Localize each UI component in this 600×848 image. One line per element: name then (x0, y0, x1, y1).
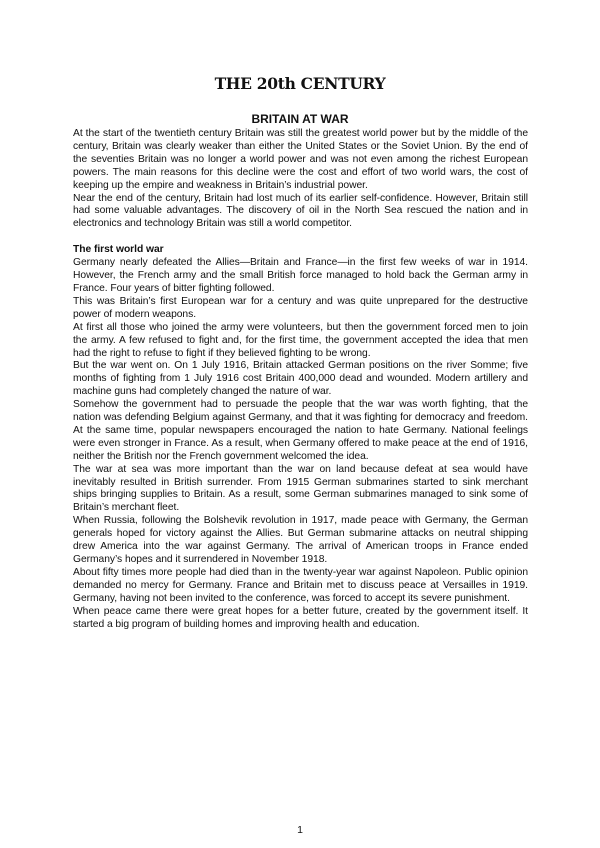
paragraph: When Russia, following the Bolshevik revolution in 1917, made peace with Germany, the German generals hoped for victory against the Allies. But German submarine attacks on neutral shipping drew America into the war against Germany. The arrival of American troops in France ended Germany’s hopes and it surrendered in November 1918. (73, 515, 528, 565)
paragraph: The war at sea was more important than the war on land because defeat at sea would have inevitably resulted in British surrender. From 1915 German submarines started to sink merchant ships bringing supplies to Britain. As a result, some German submarines managed to sink some of Britain’s merchant fleet. (73, 463, 528, 514)
paragraph: Somehow the government had to persuade the people that the war was worth fighting, that the nation was defending Belgium against Germany, and that it was fighting for democracy and freedom. At the same time, popular newspapers encouraged the nation to hate Germany. National feelings were even stronger in France. As a result, when Germany offered to make peace at the end of 1916, neither the British nor the French government welcomed the idea. (73, 399, 528, 462)
paragraph: At first all those who joined the army were volunteers, but then the government forced men to join the army. A few refused to fight and, for the first time, the government accepted the idea that men had the right to refuse to fight if they believed fighting to be wrong. (73, 321, 528, 359)
section-title: BRITAIN AT WAR (251, 112, 349, 126)
page-title: THE 20th CENTURY (214, 74, 386, 93)
page-number: 1 (297, 824, 303, 836)
paragraph: About fifty times more people had died than in the twenty-year war against Napoleon. Public opinion demanded no mercy for Germany. France and Britain met to discuss peace at Versailles in 1919. Germany, having not been invited to the conference, was forced to accept its severe punishment. (73, 566, 528, 604)
paragraph: This was Britain’s first European war for a century and was quite unprepared for the destructive power of modern weapons. (73, 295, 528, 320)
paragraph: When peace came there were great hopes for a better future, created by the government itself. It started a big program of building homes and improving health and education. (73, 605, 528, 630)
paragraph: Germany nearly defeated the Allies—Britain and France—in the first few weeks of war in 1914. However, the French army and the small British force managed to hold back the German army in France. Four years of bitter fighting followed. (73, 257, 528, 294)
body-text (73, 128, 528, 631)
paragraph: At the start of the twentieth century Britain was still the greatest world power but by the middle of the century, Britain was clearly weaker than either the United States or the Soviet Union. By the end of the seventies Britain was no longer a world power and was not even among the richest European powers. The main reasons for this decline were the cost and effort of two world wars, the cost of keeping up the empire and weakness in Britain’s industrial power. (73, 128, 528, 191)
paragraph: Near the end of the century, Britain had lost much of its earlier self-confidence. However, Britain still had some valuable advantages. The discovery of oil in the North Sea rescued the nation and in electronics and technology Britain was still a world competitor. (73, 192, 528, 230)
subheading: The first world war (73, 244, 164, 256)
paragraph: But the war went on. On 1 July 1916, Britain attacked German positions on the river Somme; five months of fighting from 1 July 1916 cost Britain 400,000 dead and wounded. Modern artillery and machine guns had completely changed the nature of war. (73, 360, 528, 398)
